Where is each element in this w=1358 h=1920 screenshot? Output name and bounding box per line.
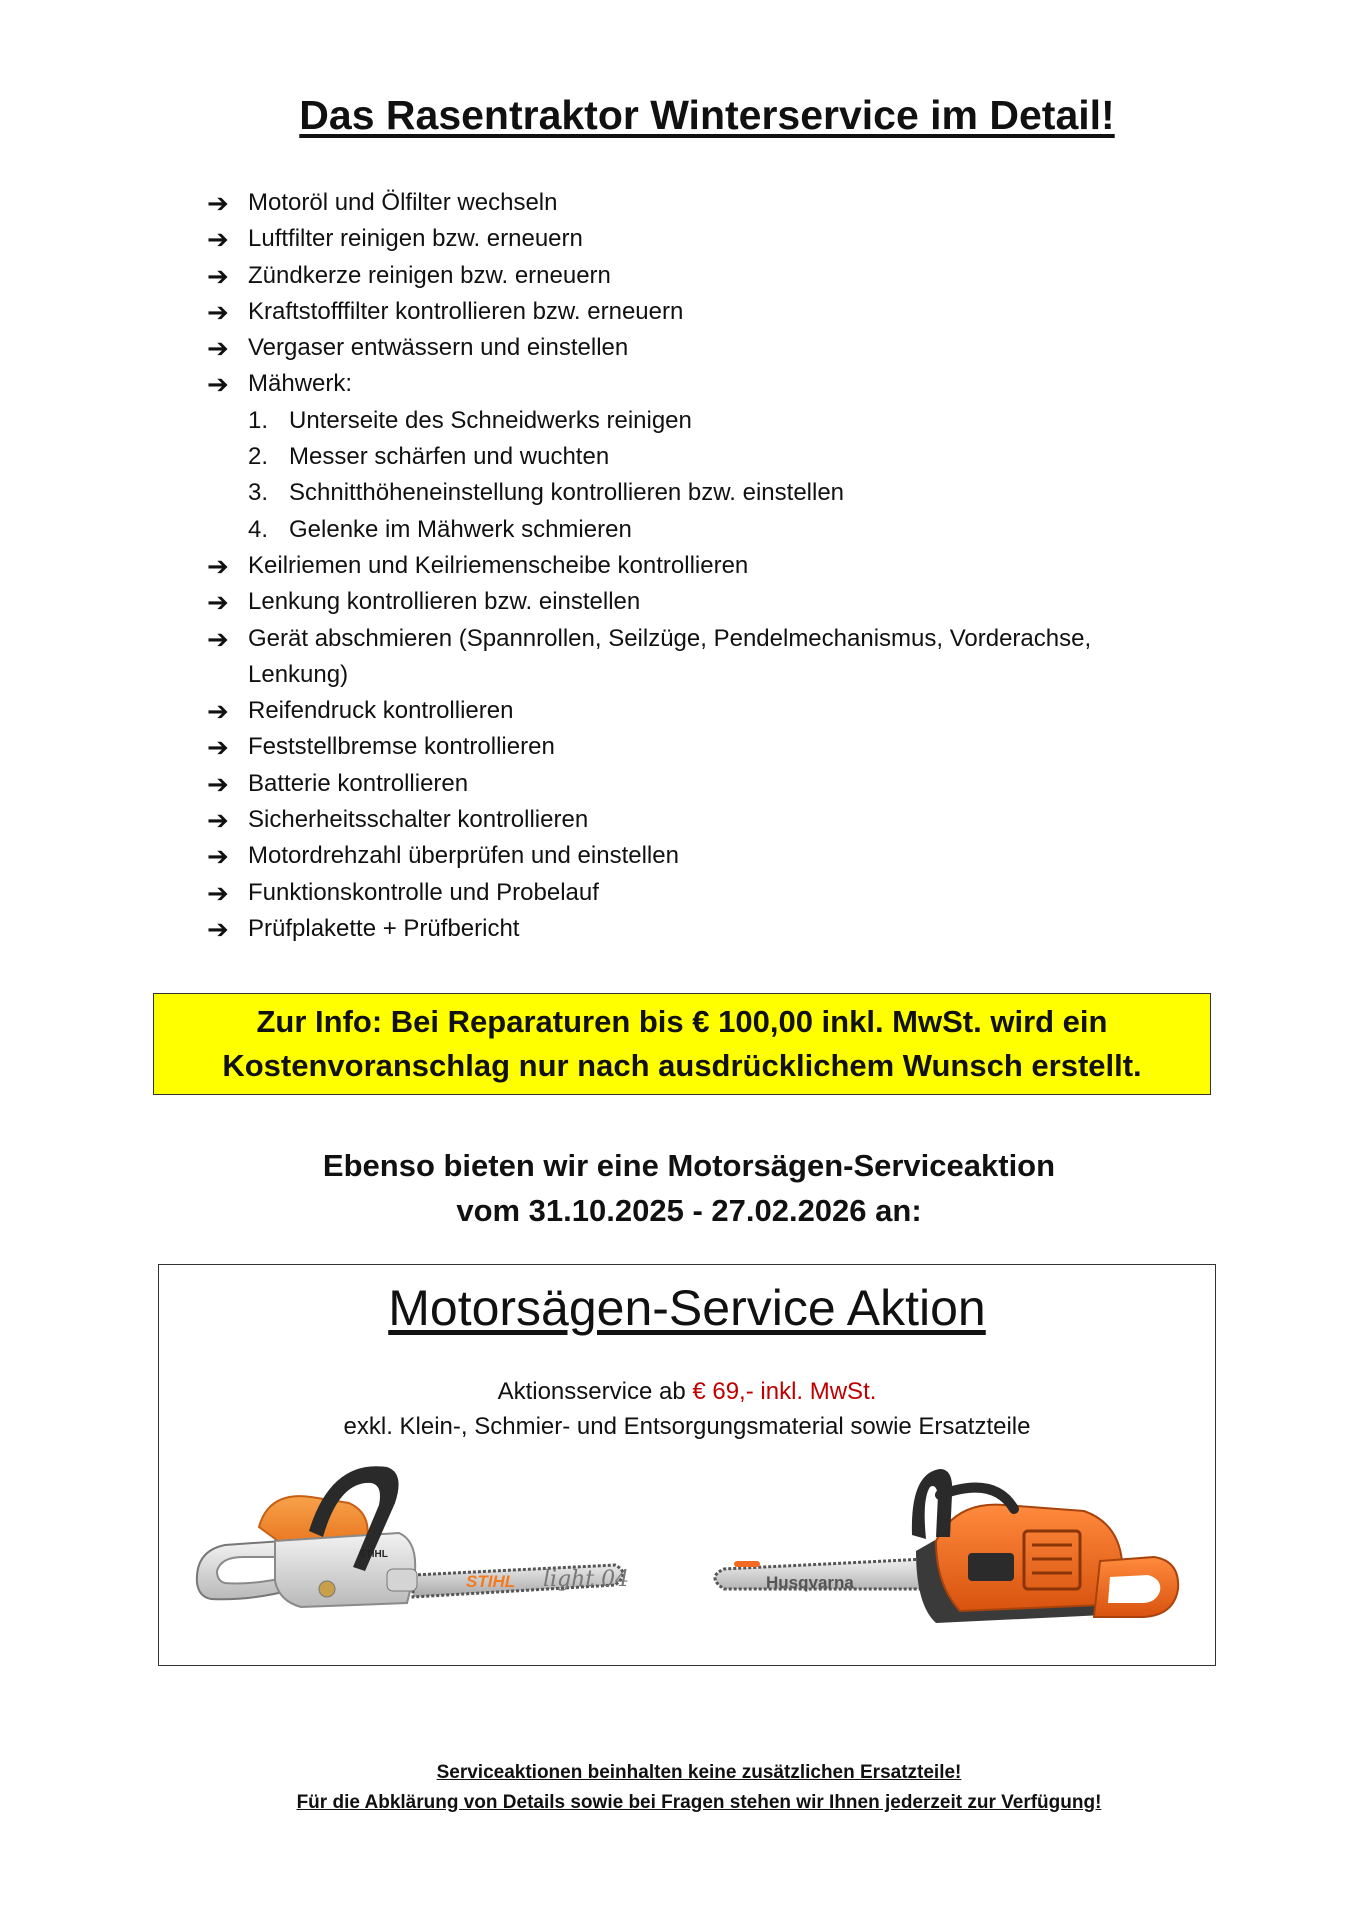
arrow-right-icon: ➔	[207, 805, 229, 836]
arrow-right-icon: ➔	[207, 333, 229, 364]
arrow-right-icon: ➔	[207, 877, 229, 908]
checklist-item-label: Mähwerk:	[248, 370, 353, 398]
arrow-right-icon: ➔	[207, 369, 229, 400]
arrow-right-icon: ➔	[207, 188, 229, 218]
arrow-right-icon: ➔	[207, 732, 229, 763]
checklist-item	[207, 330, 1167, 366]
stihl-body-brand: STIHL	[359, 1549, 388, 1560]
page-title: Das Rasentraktor Winterservice im Detail!	[299, 92, 1115, 138]
service-price-line	[159, 1375, 1215, 1409]
husqvarna-chainsaw-icon	[704, 1465, 1186, 1641]
maehwerk-sub-list	[248, 403, 1167, 548]
checklist-item-label: Motordrehzahl überprüfen und einstellen	[248, 842, 679, 870]
chainsaw-offer-text	[0, 1143, 1358, 1233]
checklist-item	[207, 294, 1167, 330]
checklist-item	[207, 875, 1167, 911]
offer-line: vom 31.10.2025 - 27.02.2026 an:	[456, 1193, 922, 1228]
checklist-item-label: Lenkung kontrollieren bzw. einstellen	[248, 588, 641, 616]
repair-info-box	[153, 993, 1211, 1095]
checklist-item	[207, 838, 1167, 874]
arrow-right-icon: ➔	[207, 296, 229, 327]
arrow-right-icon: ➔	[207, 550, 229, 581]
info-line: Kostenvoranschlag nur nach ausdrücklichem Wunsch erstellt.	[222, 1048, 1142, 1083]
checklist-item	[207, 911, 1167, 947]
checklist-item-label: Feststellbremse kontrollieren	[248, 733, 555, 761]
checklist-item	[207, 584, 1167, 620]
service-checklist	[207, 185, 1167, 947]
sub-list-label: Schnitthöheneinstellung kontrollieren bzw. einstellen	[289, 479, 845, 507]
checklist-item	[207, 729, 1167, 765]
footer-notes	[0, 1758, 1358, 1818]
arrow-right-icon: ➔	[207, 913, 229, 944]
sub-list-number: 2.	[248, 443, 269, 471]
arrow-right-icon: ➔	[207, 768, 229, 799]
checklist-item-label: Funktionskontrolle und Probelauf	[248, 878, 599, 906]
sub-list-item	[248, 439, 1167, 475]
stihl-bar-brand: STIHL	[466, 1572, 516, 1591]
price-value: € 69,- inkl. MwSt.	[692, 1378, 877, 1405]
checklist-item	[207, 766, 1167, 802]
checklist-item-label: Reifendruck kontrollieren	[248, 697, 514, 725]
stihl-chainsaw-icon	[191, 1461, 633, 1641]
arrow-right-icon: ➔	[207, 696, 229, 727]
offer-line: Ebenso bieten wir eine Motorsägen-Serviceaktion	[322, 1148, 1056, 1183]
arrow-right-icon: ➔	[207, 841, 229, 872]
sub-list-label: Messer schärfen und wuchten	[289, 443, 610, 471]
stihl-bar-model: light 04	[543, 1567, 630, 1592]
checklist-item-label: Vergaser entwässern und einstellen	[248, 334, 629, 362]
sub-list-label: Gelenke im Mähwerk schmieren	[289, 515, 632, 543]
footer-line: Für die Abklärung von Details sowie bei Fragen stehen wir Ihnen jederzeit zur Verfügung!	[296, 1792, 1102, 1813]
arrow-right-icon: ➔	[207, 587, 229, 618]
footer-line: Serviceaktionen beinhalten keine zusätzlichen Ersatzteile!	[436, 1762, 962, 1783]
sub-list-item	[248, 512, 1167, 548]
service-exclusion-note: exkl. Klein-, Schmier- und Entsorgungsmaterial sowie Ersatzteile	[343, 1413, 1031, 1440]
checklist-item	[207, 185, 1167, 221]
checklist-item	[207, 258, 1167, 294]
checklist-item-label: Motoröl und Ölfilter wechseln	[248, 189, 558, 216]
checklist-item	[207, 621, 1167, 694]
arrow-right-icon: ➔	[207, 623, 229, 654]
checklist-item-label: Keilriemen und Keilriemenscheibe kontrollieren	[248, 551, 749, 579]
sub-list-number: 1.	[248, 406, 269, 434]
price-prefix: Aktionsservice ab	[497, 1378, 693, 1405]
sub-list-number: 4.	[248, 515, 269, 543]
arrow-right-icon: ➔	[207, 224, 229, 255]
checklist-item-label: Gerät abschmieren (Spannrollen, Seilzüge, Pendelmechanismus, Vorderachse, Lenkung)	[248, 624, 1092, 688]
service-heading: Motorsägen-Service Aktion	[388, 1280, 986, 1336]
checklist-item-label: Sicherheitsschalter kontrollieren	[248, 806, 589, 834]
checklist-item	[207, 548, 1167, 584]
sub-list-item	[248, 475, 1167, 511]
sub-list-number: 3.	[248, 479, 269, 507]
sub-list-label: Unterseite des Schneidwerks reinigen	[289, 406, 692, 434]
husqvarna-bar-brand: Husqvarna	[766, 1573, 854, 1592]
checklist-item-maehwerk	[207, 366, 1167, 547]
checklist-item-label: Luftfilter reinigen bzw. erneuern	[248, 225, 583, 253]
checklist-item-label: Batterie kontrollieren	[248, 769, 469, 797]
checklist-item	[207, 221, 1167, 257]
checklist-item-label: Prüfplakette + Prüfbericht	[248, 914, 520, 942]
chainsaw-service-box	[158, 1264, 1216, 1666]
sub-list-item	[248, 403, 1167, 439]
checklist-item-label: Kraftstofffilter kontrollieren bzw. erneuern	[248, 297, 684, 325]
checklist-item	[207, 693, 1167, 729]
checklist-item-label: Zündkerze reinigen bzw. erneuern	[248, 261, 611, 289]
checklist-item	[207, 802, 1167, 838]
info-line: Zur Info: Bei Reparaturen bis € 100,00 inkl. MwSt. wird ein	[256, 1004, 1108, 1039]
arrow-right-icon: ➔	[207, 260, 229, 291]
